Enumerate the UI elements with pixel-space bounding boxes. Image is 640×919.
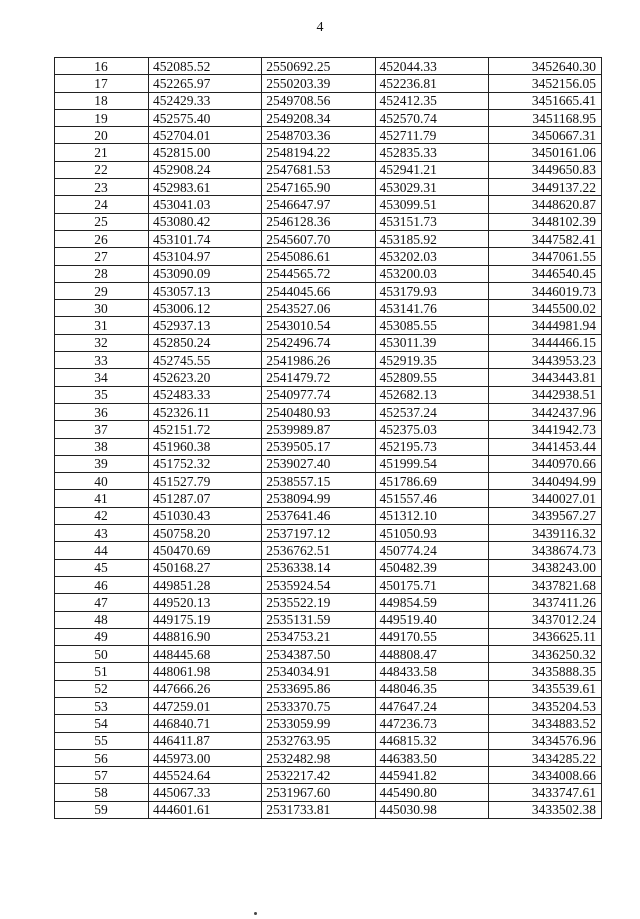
coord-x1-cell: 452745.55 [149, 352, 262, 369]
coord-y2-cell: 3449137.22 [488, 179, 601, 196]
point-number-cell: 59 [55, 801, 149, 818]
coord-x1-cell: 452575.40 [149, 109, 262, 126]
coord-x2-cell: 446383.50 [375, 749, 488, 766]
coord-x2-cell: 452711.79 [375, 127, 488, 144]
coord-x1-cell: 446840.71 [149, 715, 262, 732]
coord-x2-cell: 449854.59 [375, 594, 488, 611]
coord-x2-cell: 452195.73 [375, 438, 488, 455]
coord-x2-cell: 452682.13 [375, 386, 488, 403]
coord-x1-cell: 446411.87 [149, 732, 262, 749]
coord-y1-cell: 2538094.99 [262, 490, 375, 507]
point-number-cell: 31 [55, 317, 149, 334]
coord-x1-cell: 453080.42 [149, 213, 262, 230]
table-row [55, 92, 602, 109]
table-row [55, 646, 602, 663]
point-number-cell: 38 [55, 438, 149, 455]
coord-x2-cell: 451786.69 [375, 473, 488, 490]
coord-x1-cell: 452815.00 [149, 144, 262, 161]
table-row [55, 576, 602, 593]
table-row [55, 801, 602, 818]
table-row [55, 663, 602, 680]
coord-y1-cell: 2540480.93 [262, 403, 375, 420]
point-number-cell: 26 [55, 230, 149, 247]
table-row [55, 594, 602, 611]
coord-x2-cell: 452835.33 [375, 144, 488, 161]
point-number-cell: 45 [55, 559, 149, 576]
coord-y2-cell: 3440027.01 [488, 490, 601, 507]
coord-y1-cell: 2539505.17 [262, 438, 375, 455]
coord-x1-cell: 448445.68 [149, 646, 262, 663]
coordinates-table-body [55, 58, 602, 819]
coord-y1-cell: 2535131.59 [262, 611, 375, 628]
table-row [55, 317, 602, 334]
coord-y1-cell: 2546647.97 [262, 196, 375, 213]
table-row [55, 438, 602, 455]
coord-x1-cell: 448816.90 [149, 628, 262, 645]
point-number-cell: 20 [55, 127, 149, 144]
coord-y2-cell: 3434576.96 [488, 732, 601, 749]
point-number-cell: 32 [55, 334, 149, 351]
coord-x2-cell: 451312.10 [375, 507, 488, 524]
coord-y1-cell: 2541479.72 [262, 369, 375, 386]
point-number-cell: 34 [55, 369, 149, 386]
coord-x2-cell: 452570.74 [375, 109, 488, 126]
table-row [55, 213, 602, 230]
coord-x1-cell: 451030.43 [149, 507, 262, 524]
point-number-cell: 18 [55, 92, 149, 109]
table-row [55, 248, 602, 265]
coord-x2-cell: 448808.47 [375, 646, 488, 663]
coord-x1-cell: 452623.20 [149, 369, 262, 386]
coord-y2-cell: 3436625.11 [488, 628, 601, 645]
coord-x2-cell: 452537.24 [375, 403, 488, 420]
coord-y1-cell: 2535522.19 [262, 594, 375, 611]
coord-x1-cell: 447259.01 [149, 697, 262, 714]
coord-y1-cell: 2532217.42 [262, 767, 375, 784]
coord-x1-cell: 445973.00 [149, 749, 262, 766]
coord-x2-cell: 448433.58 [375, 663, 488, 680]
coord-y2-cell: 3448102.39 [488, 213, 601, 230]
coord-x1-cell: 447666.26 [149, 680, 262, 697]
table-row [55, 559, 602, 576]
coord-x1-cell: 450470.69 [149, 542, 262, 559]
coord-y2-cell: 3444981.94 [488, 317, 601, 334]
coord-y1-cell: 2550692.25 [262, 58, 375, 75]
coord-x2-cell: 452941.21 [375, 161, 488, 178]
coord-x1-cell: 449520.13 [149, 594, 262, 611]
coord-x1-cell: 452704.01 [149, 127, 262, 144]
point-number-cell: 54 [55, 715, 149, 732]
point-number-cell: 56 [55, 749, 149, 766]
coord-y2-cell: 3442938.51 [488, 386, 601, 403]
coord-y1-cell: 2537641.46 [262, 507, 375, 524]
table-row [55, 455, 602, 472]
point-number-cell: 30 [55, 300, 149, 317]
coord-y2-cell: 3447582.41 [488, 230, 601, 247]
coord-y2-cell: 3441942.73 [488, 421, 601, 438]
coord-y2-cell: 3443443.81 [488, 369, 601, 386]
coord-y2-cell: 3450161.06 [488, 144, 601, 161]
point-number-cell: 22 [55, 161, 149, 178]
coord-x1-cell: 453041.03 [149, 196, 262, 213]
point-number-cell: 37 [55, 421, 149, 438]
coord-x1-cell: 445067.33 [149, 784, 262, 801]
point-number-cell: 39 [55, 455, 149, 472]
table-row [55, 421, 602, 438]
coord-x2-cell: 452919.35 [375, 352, 488, 369]
coord-x1-cell: 452326.11 [149, 403, 262, 420]
coord-y2-cell: 3449650.83 [488, 161, 601, 178]
coord-x2-cell: 453179.93 [375, 282, 488, 299]
point-number-cell: 48 [55, 611, 149, 628]
coord-y2-cell: 3438243.00 [488, 559, 601, 576]
coord-x2-cell: 445941.82 [375, 767, 488, 784]
coord-y1-cell: 2547165.90 [262, 179, 375, 196]
point-number-cell: 46 [55, 576, 149, 593]
table-row [55, 680, 602, 697]
coordinates-table [54, 57, 602, 819]
coord-x2-cell: 453099.51 [375, 196, 488, 213]
coord-y2-cell: 3434285.22 [488, 749, 601, 766]
point-number-cell: 52 [55, 680, 149, 697]
point-number-cell: 53 [55, 697, 149, 714]
coord-y1-cell: 2539027.40 [262, 455, 375, 472]
point-number-cell: 21 [55, 144, 149, 161]
coord-y2-cell: 3440494.99 [488, 473, 601, 490]
point-number-cell: 36 [55, 403, 149, 420]
coord-x1-cell: 452483.33 [149, 386, 262, 403]
coord-x1-cell: 452429.33 [149, 92, 262, 109]
table-row [55, 127, 602, 144]
coord-x2-cell: 447647.24 [375, 697, 488, 714]
table-row [55, 542, 602, 559]
coord-y1-cell: 2534387.50 [262, 646, 375, 663]
table-row [55, 732, 602, 749]
coord-x2-cell: 452412.35 [375, 92, 488, 109]
coord-y1-cell: 2549708.56 [262, 92, 375, 109]
coord-y1-cell: 2544565.72 [262, 265, 375, 282]
coord-y1-cell: 2533695.86 [262, 680, 375, 697]
coord-x2-cell: 445030.98 [375, 801, 488, 818]
coord-y1-cell: 2534753.21 [262, 628, 375, 645]
coord-y1-cell: 2534034.91 [262, 663, 375, 680]
point-number-cell: 35 [55, 386, 149, 403]
coord-y2-cell: 3438674.73 [488, 542, 601, 559]
coord-x1-cell: 452265.97 [149, 75, 262, 92]
table-row [55, 473, 602, 490]
point-number-cell: 43 [55, 525, 149, 542]
coord-x2-cell: 453185.92 [375, 230, 488, 247]
coord-y2-cell: 3452156.05 [488, 75, 601, 92]
coord-x2-cell: 449170.55 [375, 628, 488, 645]
coord-y2-cell: 3443953.23 [488, 352, 601, 369]
coord-y1-cell: 2543010.54 [262, 317, 375, 334]
coord-y1-cell: 2536762.51 [262, 542, 375, 559]
coord-x1-cell: 453090.09 [149, 265, 262, 282]
coord-y2-cell: 3440970.66 [488, 455, 601, 472]
point-number-cell: 57 [55, 767, 149, 784]
coord-y1-cell: 2537197.12 [262, 525, 375, 542]
coord-y1-cell: 2531967.60 [262, 784, 375, 801]
coord-y2-cell: 3441453.44 [488, 438, 601, 455]
coord-y1-cell: 2546128.36 [262, 213, 375, 230]
point-number-cell: 27 [55, 248, 149, 265]
coord-y2-cell: 3437821.68 [488, 576, 601, 593]
coord-y1-cell: 2547681.53 [262, 161, 375, 178]
table-row [55, 697, 602, 714]
coord-y2-cell: 3452640.30 [488, 58, 601, 75]
coord-y2-cell: 3437012.24 [488, 611, 601, 628]
point-number-cell: 58 [55, 784, 149, 801]
coord-x1-cell: 453057.13 [149, 282, 262, 299]
point-number-cell: 28 [55, 265, 149, 282]
table-row [55, 230, 602, 247]
table-row [55, 749, 602, 766]
coord-y1-cell: 2532482.98 [262, 749, 375, 766]
coord-x2-cell: 453029.31 [375, 179, 488, 196]
coord-x2-cell: 453151.73 [375, 213, 488, 230]
table-row [55, 265, 602, 282]
point-number-cell: 17 [55, 75, 149, 92]
coord-x1-cell: 449851.28 [149, 576, 262, 593]
point-number-cell: 49 [55, 628, 149, 645]
coord-y1-cell: 2541986.26 [262, 352, 375, 369]
coord-y2-cell: 3445500.02 [488, 300, 601, 317]
coord-x1-cell: 453006.12 [149, 300, 262, 317]
table-row [55, 161, 602, 178]
coord-y1-cell: 2545607.70 [262, 230, 375, 247]
point-number-cell: 55 [55, 732, 149, 749]
coord-y1-cell: 2543527.06 [262, 300, 375, 317]
coord-y2-cell: 3450667.31 [488, 127, 601, 144]
coord-y1-cell: 2540977.74 [262, 386, 375, 403]
coord-x2-cell: 453141.76 [375, 300, 488, 317]
table-row [55, 109, 602, 126]
point-number-cell: 41 [55, 490, 149, 507]
point-number-cell: 25 [55, 213, 149, 230]
coord-x1-cell: 445524.64 [149, 767, 262, 784]
point-number-cell: 42 [55, 507, 149, 524]
coord-x2-cell: 451999.54 [375, 455, 488, 472]
table-row [55, 403, 602, 420]
coord-x2-cell: 453200.03 [375, 265, 488, 282]
point-number-cell: 40 [55, 473, 149, 490]
coord-x2-cell: 450774.24 [375, 542, 488, 559]
coord-y2-cell: 3433747.61 [488, 784, 601, 801]
coord-y1-cell: 2542496.74 [262, 334, 375, 351]
point-number-cell: 51 [55, 663, 149, 680]
coord-x1-cell: 448061.98 [149, 663, 262, 680]
coord-x2-cell: 446815.32 [375, 732, 488, 749]
coord-x1-cell: 452983.61 [149, 179, 262, 196]
coord-x1-cell: 453101.74 [149, 230, 262, 247]
coord-y2-cell: 3442437.96 [488, 403, 601, 420]
point-number-cell: 50 [55, 646, 149, 663]
coord-y2-cell: 3434883.52 [488, 715, 601, 732]
coord-x1-cell: 452151.72 [149, 421, 262, 438]
coord-y1-cell: 2539989.87 [262, 421, 375, 438]
coord-x2-cell: 448046.35 [375, 680, 488, 697]
table-row [55, 144, 602, 161]
coord-x1-cell: 450168.27 [149, 559, 262, 576]
coord-y1-cell: 2549208.34 [262, 109, 375, 126]
table-row [55, 58, 602, 75]
coord-x1-cell: 453104.97 [149, 248, 262, 265]
coord-y1-cell: 2538557.15 [262, 473, 375, 490]
point-number-cell: 44 [55, 542, 149, 559]
coord-x1-cell: 452937.13 [149, 317, 262, 334]
point-number-cell: 16 [55, 58, 149, 75]
point-number-cell: 19 [55, 109, 149, 126]
table-row [55, 386, 602, 403]
table-row [55, 334, 602, 351]
coord-y1-cell: 2535924.54 [262, 576, 375, 593]
coord-y2-cell: 3433502.38 [488, 801, 601, 818]
coord-x2-cell: 449519.40 [375, 611, 488, 628]
coord-x2-cell: 452044.33 [375, 58, 488, 75]
coord-y2-cell: 3437411.26 [488, 594, 601, 611]
coord-y2-cell: 3435204.53 [488, 697, 601, 714]
coord-x2-cell: 453085.55 [375, 317, 488, 334]
coord-y1-cell: 2531733.81 [262, 801, 375, 818]
coord-x2-cell: 453011.39 [375, 334, 488, 351]
coord-y2-cell: 3446019.73 [488, 282, 601, 299]
coord-y2-cell: 3439116.32 [488, 525, 601, 542]
table-row [55, 525, 602, 542]
coord-y2-cell: 3451665.41 [488, 92, 601, 109]
coord-y2-cell: 3451168.95 [488, 109, 601, 126]
coord-x1-cell: 451960.38 [149, 438, 262, 455]
coord-y1-cell: 2550203.39 [262, 75, 375, 92]
coord-y2-cell: 3447061.55 [488, 248, 601, 265]
coord-y2-cell: 3444466.15 [488, 334, 601, 351]
coord-x1-cell: 452085.52 [149, 58, 262, 75]
table-row [55, 767, 602, 784]
coord-y2-cell: 3446540.45 [488, 265, 601, 282]
coord-x2-cell: 450175.71 [375, 576, 488, 593]
coord-x1-cell: 450758.20 [149, 525, 262, 542]
coord-x1-cell: 449175.19 [149, 611, 262, 628]
coord-x1-cell: 451287.07 [149, 490, 262, 507]
coord-x2-cell: 450482.39 [375, 559, 488, 576]
coord-y1-cell: 2548194.22 [262, 144, 375, 161]
table-row [55, 784, 602, 801]
coord-y1-cell: 2533370.75 [262, 697, 375, 714]
page-number: 4 [316, 20, 324, 35]
table-row [55, 611, 602, 628]
coord-x2-cell: 452375.03 [375, 421, 488, 438]
coord-y2-cell: 3448620.87 [488, 196, 601, 213]
coord-y1-cell: 2548703.36 [262, 127, 375, 144]
coord-x1-cell: 452908.24 [149, 161, 262, 178]
scan-speck [254, 912, 257, 915]
coord-y1-cell: 2533059.99 [262, 715, 375, 732]
table-row [55, 282, 602, 299]
point-number-cell: 33 [55, 352, 149, 369]
table-row [55, 179, 602, 196]
table-row [55, 490, 602, 507]
table-row [55, 75, 602, 92]
coord-y2-cell: 3436250.32 [488, 646, 601, 663]
coord-y2-cell: 3439567.27 [488, 507, 601, 524]
coord-y1-cell: 2545086.61 [262, 248, 375, 265]
point-number-cell: 23 [55, 179, 149, 196]
coord-y2-cell: 3435888.35 [488, 663, 601, 680]
coord-x2-cell: 452236.81 [375, 75, 488, 92]
coord-x1-cell: 444601.61 [149, 801, 262, 818]
table-row [55, 507, 602, 524]
coord-x2-cell: 452809.55 [375, 369, 488, 386]
coord-y1-cell: 2544045.66 [262, 282, 375, 299]
coord-x2-cell: 451557.46 [375, 490, 488, 507]
coord-y2-cell: 3435539.61 [488, 680, 601, 697]
table-row [55, 352, 602, 369]
coord-y1-cell: 2532763.95 [262, 732, 375, 749]
table-row [55, 300, 602, 317]
table-row [55, 369, 602, 386]
coord-x2-cell: 447236.73 [375, 715, 488, 732]
coord-x1-cell: 452850.24 [149, 334, 262, 351]
coord-y2-cell: 3434008.66 [488, 767, 601, 784]
point-number-cell: 29 [55, 282, 149, 299]
coord-x2-cell: 453202.03 [375, 248, 488, 265]
point-number-cell: 24 [55, 196, 149, 213]
coord-x1-cell: 451752.32 [149, 455, 262, 472]
coord-y1-cell: 2536338.14 [262, 559, 375, 576]
coord-x2-cell: 445490.80 [375, 784, 488, 801]
coord-x2-cell: 451050.93 [375, 525, 488, 542]
table-row [55, 196, 602, 213]
table-row [55, 628, 602, 645]
table-row [55, 715, 602, 732]
point-number-cell: 47 [55, 594, 149, 611]
coord-x1-cell: 451527.79 [149, 473, 262, 490]
